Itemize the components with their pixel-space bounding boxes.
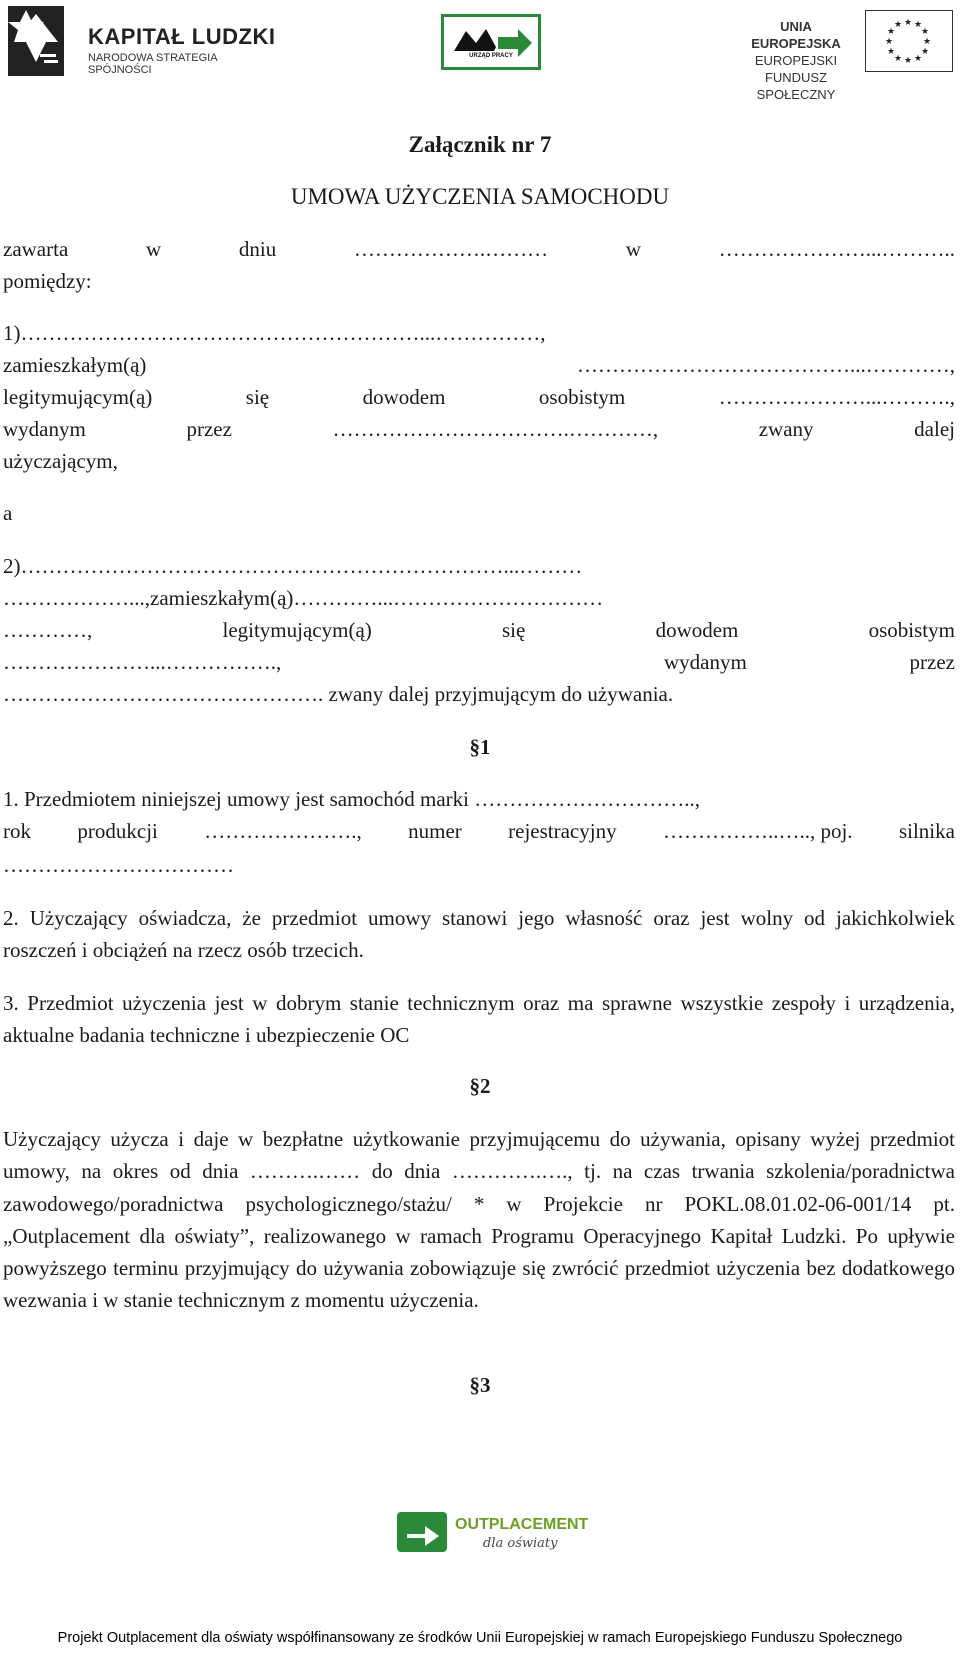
svg-text:★: ★ [886,47,896,57]
svg-text:★: ★ [884,37,894,47]
outplacement-logo [395,1510,595,1556]
page-header [0,0,960,102]
party2-role-line: ………………………………………. zwany dalej przyjmującym do używania. [3,682,674,706]
word: zamieszkałym(ą) [3,353,147,377]
section-1-heading: §1 [469,735,491,759]
party2-address-line: ………………...,zamieszkałym(ą)…………...………………………… [3,586,604,610]
urzad-pracy-logo [441,14,541,70]
word: Przedmiotem niniejszej umowy jest samochód marki [24,787,469,811]
word: produkcji [77,819,158,843]
svg-text:★: ★ [913,54,923,64]
annex-heading: Załącznik nr 7 [408,132,552,157]
clause-1-line3: …………………………… [3,853,234,877]
word: się [502,618,526,642]
party1-issued-line [3,414,955,444]
word: rejestracyjny [508,819,617,843]
clause-3: 3. Przedmiot użyczenia jest w dobrym stanie technicznym oraz ma sprawne wszystkie zespoły i urządzenia, aktualne badania techniczne i ubezpieczenie OC [3,991,955,1047]
line-date-place [3,234,955,264]
word: przez [186,417,232,441]
svg-text:★: ★ [922,37,932,47]
line-between: pomiędzy: [3,269,92,293]
word: osobistym [868,618,955,642]
word: wydanym [663,650,747,674]
word: silnika [898,819,955,843]
urzad-pracy-label: URZĄD PRACY [469,53,513,59]
svg-text:★: ★ [893,20,903,30]
word: dniu [238,237,277,261]
place-blank: …………………...……….. [718,237,955,261]
id-blank: …………………...………., [718,385,955,409]
urzad-pracy-icon [444,17,538,67]
kapital-ludzki-logo [6,2,276,80]
word: w [145,237,162,261]
word: dowodem [655,618,739,642]
word: dowodem [362,385,446,409]
party1-address-line [3,350,955,380]
word: legitymującym(ą) [3,385,153,409]
outplacement-subtitle: dla oświaty [483,1536,558,1551]
word: się [245,385,270,409]
party2-id-line [3,615,955,645]
word: 1. [3,787,19,811]
party1-name-line: 1)…………………………………………………...……………, [3,321,546,345]
outplacement-title: OUTPLACEMENT [455,1516,589,1533]
id-blank: …………………...……………., [3,650,282,674]
word: dalej [914,417,955,441]
word: w [625,237,642,261]
word: numer [408,819,462,843]
contract-title: UMOWA UŻYCZENIA SAMOCHODU [290,184,670,209]
party2-name-line: 2)……………………………………………………………...……… [3,554,583,578]
registration-blank: ……………..….., poj. [662,819,853,843]
year-blank: …………………., [204,819,362,843]
word: zwany [758,417,814,441]
svg-text:★: ★ [886,27,896,37]
kl-subtitle: NARODOWA STRATEGIA SPÓJNOŚCI [88,52,217,76]
svg-text:★: ★ [920,47,930,57]
eu-line2: EUROPEJSKI [754,53,838,68]
unia-europejska-logo [735,8,957,102]
clause-2: 2. Użyczający oświadcza, że przedmiot umowy stanowi jego własność oraz jest wolny od jakichkolwiek roszczeń i obciążeń na rzecz osób trzecich. [3,906,955,962]
svg-text:★: ★ [893,54,903,64]
date-blank: ……………….……… [353,237,549,261]
svg-text:★: ★ [903,18,913,28]
eu-line1: UNIA EUROPEJSKA [751,19,841,51]
clause-1-line2 [3,816,955,846]
word: zawarta [3,237,69,261]
section-2-paragraph: Użyczający użycza i daje w bezpłatne użytkowanie przyjmującemu do używania, opisany wyżej przedmiot umowy, na okres od dnia ……….…… do dnia ………….…., tj. na czas trwania szkolenia/poradnictwa zawodowego/poradnictwa psychologicznego/stażu/ * w Projekcie nr POKL.08.01.02-06-001/14 pt. „Outplacement dla oświaty”, realizowanego w ramach Programu Operacyjnego Kapitał Ludzki. Po upływie powyższego terminu przyjmujący do używania zobowiązuje się zwrócić przedmiot użyczenia bez dodatkowego wezwania i w stanie technicznym z momentu użyczenia. [3,1127,955,1313]
conjunction-a: a [3,501,13,525]
kapital-ludzki-emblem-icon [6,2,76,80]
section-3-heading: §3 [469,1373,491,1397]
party2-issued-line [3,647,955,677]
party1-role: użyczającym, [3,449,118,473]
clause-1-line1 [3,784,955,814]
word: przez [909,650,955,674]
kl-title: KAPITAŁ LUDZKI [88,24,276,49]
word: legitymującym(ą) [222,618,372,642]
svg-text:★: ★ [903,56,913,66]
word: rok [3,819,31,843]
eu-line3: FUNDUSZ SPOŁECZNY [756,70,836,102]
section-2-heading: §2 [469,1074,491,1098]
footer-project-note: Projekt Outplacement dla oświaty współfinansowany ze środków Unii Europejskiej w ramach Europejskiego Funduszu Społecznego [57,1630,903,1646]
svg-text:★: ★ [920,27,930,37]
eu-flag-icon [865,10,953,72]
svg-text:★: ★ [913,20,923,30]
make-blank: ………………………….., [474,787,700,811]
address-blank: …………………………………...…………, [577,353,955,377]
word: wydanym [3,417,86,441]
word: osobistym [538,385,626,409]
party1-id-line [3,382,955,412]
issuer-blank: …………………………….…………, [332,417,659,441]
word: …………, [3,618,93,642]
outplacement-arrow-icon [395,1510,451,1556]
